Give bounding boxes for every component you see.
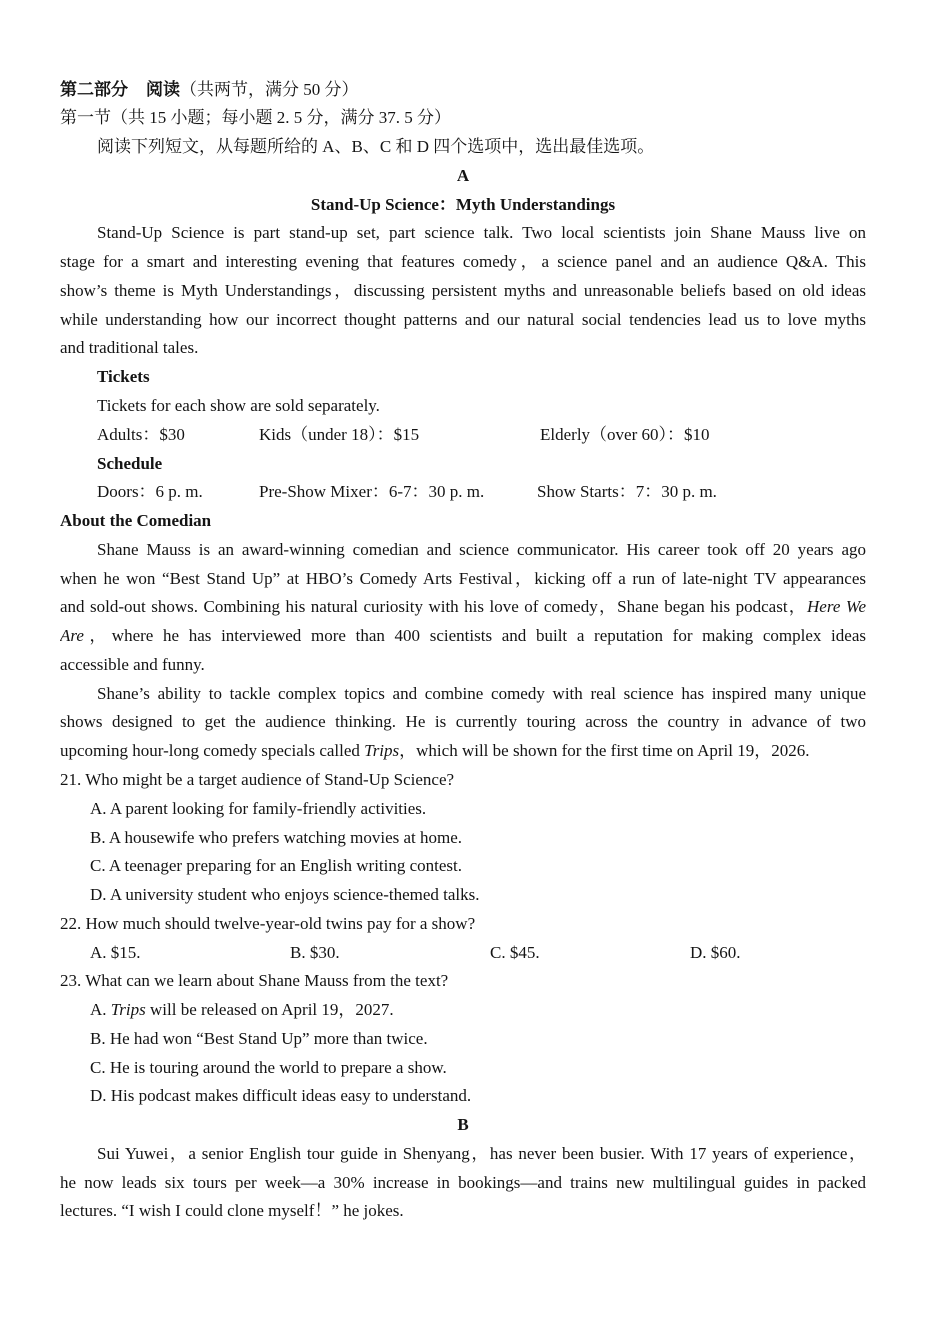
text-line: Shane Mauss is an award-winning comedian and science communicator. His career took off 20 years ago bbox=[97, 539, 866, 559]
option-b bbox=[60, 1025, 866, 1054]
text-segment: and sold-out shows. Combining his natural curiosity with his love of comedy，Shane began his podcast， bbox=[60, 597, 808, 617]
question-stem bbox=[60, 967, 866, 996]
text-line: and traditional tales. bbox=[60, 338, 199, 358]
option-text: $30. bbox=[309, 942, 340, 962]
text-segment: upcoming hour-long comedy specials called bbox=[60, 741, 365, 761]
special-title: Trips bbox=[110, 1000, 146, 1020]
part-subject: 阅读 bbox=[146, 79, 180, 99]
text-line: while understanding how our incorrect thought patterns and our natural social tendencies lead us to love myths bbox=[60, 309, 866, 329]
schedule-items bbox=[60, 478, 866, 507]
option-b bbox=[290, 939, 340, 968]
option-d bbox=[60, 881, 866, 910]
passage-b-paragraph bbox=[60, 1140, 866, 1226]
price-kids: Kids（under 18）：$15 bbox=[259, 424, 420, 444]
option-text: A housewife who prefers watching movies at home. bbox=[108, 827, 463, 847]
comedian-paragraph-2 bbox=[60, 680, 866, 766]
part-label: 第二部分 bbox=[60, 79, 128, 99]
text-line: when he won “Best Stand Up” at HBO’s Comedy Arts Festival，kicking off a run of late-night TV appearances bbox=[60, 568, 866, 588]
passage-b-label: B bbox=[457, 1115, 469, 1135]
text-segment: ，where he has interviewed more than 400 scientists and built a reputation for making complex ideas bbox=[83, 626, 866, 646]
option-text: $60. bbox=[710, 942, 741, 962]
passage-a-intro bbox=[60, 219, 866, 363]
option-letter: B. bbox=[90, 827, 106, 847]
text-segment: ，which will be shown for the first time on April 19，2026. bbox=[399, 741, 810, 761]
option-b bbox=[60, 824, 866, 853]
option-d bbox=[690, 939, 741, 968]
option-letter: A. bbox=[90, 1000, 107, 1020]
text-line: show’s theme is Myth Understandings，discussing persistent myths and unreasonable beliefs based on old ideas bbox=[60, 280, 866, 300]
text-line bbox=[60, 593, 866, 622]
option-text: will be released on April 19，2027. bbox=[145, 1000, 394, 1020]
text-line bbox=[60, 737, 866, 766]
text-line: accessible and funny. bbox=[60, 654, 205, 674]
question-22 bbox=[60, 910, 866, 968]
text-line: lectures. “I wish I could clone myself！” he jokes. bbox=[60, 1201, 404, 1221]
option-a bbox=[60, 795, 866, 824]
text-line: shows designed to get the audience thinking. He is currently touring across the country in advance of two bbox=[60, 712, 866, 732]
passage-a-label: A bbox=[456, 165, 470, 185]
option-text: He had won “Best Stand Up” more than twice. bbox=[109, 1028, 428, 1048]
question-21 bbox=[60, 766, 866, 910]
podcast-title: Here We bbox=[807, 597, 866, 617]
part-scoring: （共两节，满分 50 分） bbox=[180, 79, 359, 99]
option-text: A teenager preparing for an English writing contest. bbox=[108, 856, 463, 876]
text-line: he now leads six tours per week—a 30% increase in bookings—and trains new multilingual guides in packed bbox=[60, 1172, 866, 1192]
text-line: Sui Yuwei，a senior English tour guide in Shenyang，has never been busier. With 17 years of experience， bbox=[97, 1143, 866, 1163]
text-line: Shane’s ability to tackle complex topics and combine comedy with real science has inspired many unique bbox=[97, 683, 866, 703]
text-line bbox=[60, 622, 866, 651]
question-stem bbox=[60, 766, 866, 795]
reading-section bbox=[60, 76, 866, 1227]
option-c bbox=[490, 939, 540, 968]
option-c bbox=[60, 852, 866, 881]
option-a bbox=[90, 939, 141, 968]
price-elderly: Elderly（over 60）：$10 bbox=[540, 424, 710, 444]
question-stem bbox=[60, 910, 866, 939]
option-letter: C. bbox=[90, 1057, 106, 1077]
text-line: stage for a smart and interesting evening that features comedy，a science panel and an audience Q&A. This bbox=[60, 252, 866, 272]
question-number: 22. bbox=[60, 913, 82, 933]
special-title: Trips bbox=[364, 741, 400, 761]
option-letter: C. bbox=[90, 856, 106, 876]
schedule-mixer: Pre-Show Mixer：6-7：30 p. m. bbox=[259, 482, 485, 502]
option-text: A parent looking for family-friendly activities. bbox=[109, 798, 427, 818]
option-letter: D. bbox=[90, 1086, 107, 1106]
option-letter: D. bbox=[90, 885, 107, 905]
question-text: How much should twelve-year-old twins pay for a show? bbox=[85, 913, 476, 933]
schedule-doors: Doors：6 p. m. bbox=[97, 482, 203, 502]
option-letter: A. bbox=[90, 798, 107, 818]
ticket-prices bbox=[60, 421, 866, 450]
option-letter: D. bbox=[690, 942, 707, 962]
tickets-heading: Tickets bbox=[97, 367, 150, 387]
option-letter: C. bbox=[490, 942, 506, 962]
question-number: 23. bbox=[60, 971, 82, 991]
option-letter: B. bbox=[90, 1028, 106, 1048]
text-line: Stand-Up Science is part stand-up set, part science talk. Two local scientists join Shane Mauss live on bbox=[97, 223, 866, 243]
question-text: Who might be a target audience of Stand-Up Science? bbox=[85, 769, 455, 789]
option-text: A university student who enjoys science-themed talks. bbox=[109, 885, 480, 905]
option-text: He is touring around the world to prepare a show. bbox=[109, 1057, 447, 1077]
passage-a-title: Stand-Up Science：Myth Understandings bbox=[310, 194, 616, 214]
question-number: 21. bbox=[60, 769, 82, 789]
option-row bbox=[60, 939, 866, 968]
question-23 bbox=[60, 967, 866, 1111]
schedule-show-start: Show Starts：7：30 p. m. bbox=[537, 482, 717, 502]
option-text: $15. bbox=[110, 942, 141, 962]
schedule-heading: Schedule bbox=[97, 453, 163, 473]
option-c bbox=[60, 1054, 866, 1083]
option-a bbox=[60, 996, 866, 1025]
section-heading: 第一节（共 15 小题；每小题 2. 5 分，满分 37. 5 分） bbox=[60, 108, 451, 128]
option-text: His podcast makes difficult ideas easy to understand. bbox=[110, 1086, 472, 1106]
comedian-paragraph-1 bbox=[60, 536, 866, 680]
tickets-note: Tickets for each show are sold separately. bbox=[97, 396, 380, 416]
question-text: What can we learn about Shane Mauss from the text? bbox=[85, 971, 449, 991]
option-letter: A. bbox=[90, 942, 107, 962]
option-d bbox=[60, 1082, 866, 1111]
price-adults: Adults：$30 bbox=[97, 424, 185, 444]
option-letter: B. bbox=[290, 942, 306, 962]
comedian-heading: About the Comedian bbox=[60, 511, 212, 531]
instruction-text: 阅读下列短文，从每题所给的 A、B、C 和 D 四个选项中，选出最佳选项。 bbox=[97, 137, 655, 157]
podcast-title: Are bbox=[60, 626, 84, 646]
option-text: $45. bbox=[509, 942, 540, 962]
part-heading bbox=[60, 76, 866, 105]
